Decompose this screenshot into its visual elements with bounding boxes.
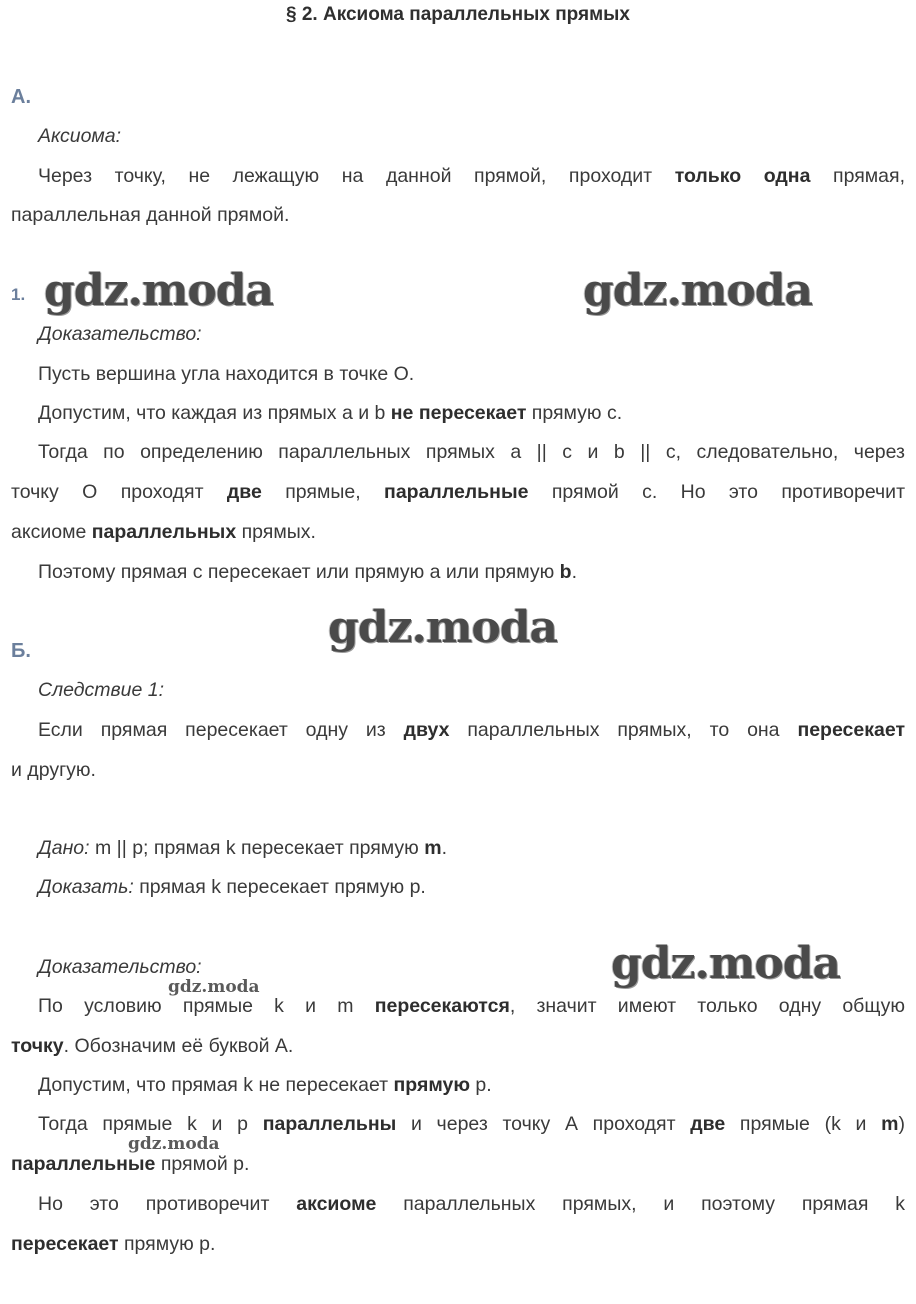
proof-line: аксиоме параллельных прямых. — [11, 521, 316, 543]
axiom-line-2: параллельная данной прямой. — [11, 204, 290, 226]
watermark-logo: gdz.moda — [128, 1134, 220, 1154]
axiom-heading: Аксиома: — [38, 125, 122, 147]
watermark-logo: gdz.moda — [583, 265, 813, 316]
proof-line: точку О проходят две прямые, параллельные прямой с. Но это противоречит — [11, 481, 906, 503]
proof-line: Тогда прямые k и p параллельны и через точку А проходят две прямые (k и m) — [38, 1113, 905, 1135]
proof-line: параллельные прямой p. — [11, 1153, 250, 1175]
proof-line: По условию прямые k и m пересекаются, значит имеют только одну общую — [38, 995, 905, 1017]
corollary-heading: Следствие 1: — [38, 679, 165, 701]
proof-heading: Доказательство: — [38, 323, 202, 345]
proof-heading: Доказательство: — [38, 956, 202, 978]
watermark-logo: gdz.moda — [611, 938, 841, 989]
proof-line: Допустим, что прямая k не пересекает прямую p. — [38, 1074, 492, 1096]
section-b-label: Б. — [11, 640, 31, 662]
proof-line: Пусть вершина угла находится в точке О. — [38, 363, 415, 385]
proof-line: пересекает прямую p. — [11, 1233, 216, 1255]
page-title: § 2. Аксиома параллельных прямых — [286, 4, 630, 25]
given-line: Дано: m || p; прямая k пересекает прямую m. — [38, 837, 447, 859]
corollary-line-2: и другую. — [11, 759, 96, 781]
proof-line: Поэтому прямая с пересекает или прямую а или прямую b. — [38, 561, 578, 583]
prove-line: Доказать: прямая k пересекает прямую p. — [38, 876, 426, 898]
watermark-logo: gdz.moda — [44, 265, 274, 316]
proof-line: Но это противоречит аксиоме параллельных прямых, и поэтому прямая k — [38, 1193, 905, 1215]
proof-line: точку. Обозначим её буквой А. — [11, 1035, 294, 1057]
axiom-line-1: Через точку, не лежащую на данной прямой, проходит только одна прямая, — [38, 165, 905, 187]
proof-line: Тогда по определению параллельных прямых а || с и b || с, следовательно, через — [38, 441, 905, 463]
watermark-logo: gdz.moda — [168, 977, 260, 997]
proof-line: Допустим, что каждая из прямых а и b не пересекает прямую с. — [38, 402, 623, 424]
watermark-logo: gdz.moda — [328, 602, 558, 653]
problem-number: 1. — [11, 285, 26, 304]
section-a-label: А. — [11, 86, 31, 108]
corollary-line-1: Если прямая пересекает одну из двух параллельных прямых, то она пересекает — [38, 719, 905, 741]
